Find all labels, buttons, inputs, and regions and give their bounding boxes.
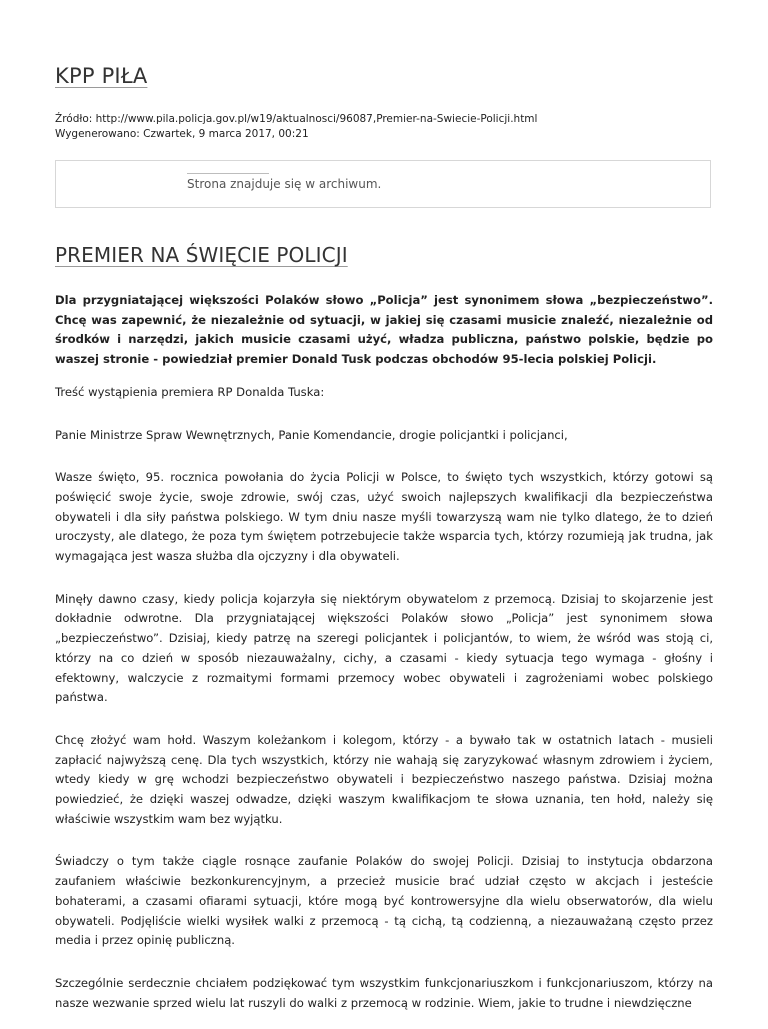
source-line: Źródło: http://www.pila.policja.gov.pl/w19/aktualnosci/96087,Premier-na-Swiecie-Policji.html [55, 113, 538, 125]
speech-greeting: Panie Ministrze Spraw Wewnętrznych, Panie Komendancie, drogie policjantki i policjanci, [55, 427, 568, 442]
generated-line: Wygenerowano: Czwartek, 9 marca 2017, 00:21 [55, 128, 309, 140]
document-meta [55, 112, 537, 142]
archive-notice [55, 160, 711, 208]
speech-paragraph: Szczególnie serdecznie chciałem podziękować tym wszystkim funkcjonariuszkom i funkcjonariuszom, którzy na nasze wezwanie sprzed wielu lat ruszyli do walki z przemocą w rodzinie. Wiem, jakie to trudne i niewdzięczne [55, 975, 713, 1010]
article-title: PREMIER NA ŚWIĘCIE POLICJI [55, 243, 348, 267]
article-body [55, 291, 713, 1029]
speech-paragraph: Wasze święto, 95. rocznica powołania do życia Policji w Polsce, to święto tych wszystkich, którzy gotowi są poświęcić swoje życie, swoje zdrowie, swój czas, użyć swoich najlepszych kwalifikacji dla bezpieczeństwa obywateli i dla siły państwa polskiego. W tym dniu nasze myśli towarzyszą wam nie tylko dlatego, że to dzień uroczysty, ale dlatego, że poza tym świętem potrzebujecie także wsparcia tych, którzy rozumieją jak trudna, jak wymagająca jest wasza służba dla ojczyzny i dla obywateli. [55, 470, 713, 564]
archive-divider [187, 173, 269, 174]
speech-paragraph: Minęły dawno czasy, kiedy policja kojarzyła się niektórym obywatelom z przemocą. Dzisiaj to skojarzenie jest dokładnie odwrotne. Dla przygniatającej większości Polaków słowo „Policja” jest synonimem słowa „bezpieczeństwo”. Dzisiaj, kiedy patrzę na szeregi policjantek i policjantów, to wiem, że wśród was stoją ci, którzy na co dzień w sposób niezauważalny, cichy, a czasami - kiedy sytuacja tego wymaga - głośny i efektowny, walczycie z rozmaitymi formami przemocy wobec obywateli i zagrożeniami wobec polskiego państwa. [55, 591, 713, 705]
speech-paragraph: Świadczy o tym także ciągle rosnące zaufanie Polaków do swojej Policji. Dzisiaj to instytucja obdarzona zaufaniem właściwie bezkonkurencyjnym, a przecież musicie brać udział często w akcjach i jesteście bohaterami, a czasami ofiarami sytuacji, które mogą być kontrowersyjne dla wielu obserwatorów, dla wielu obywateli. Podjęliście wielki wysiłek walki z przemocą - tą cichą, tą codzienną, a niezauważaną często przez media i przez opinię publiczną. [55, 854, 713, 948]
article-lead: Dla przygniatającej większości Polaków słowo „Policja” jest synonimem słowa „bezpieczeństwo”. Chcę was zapewnić, że niezależnie od sytuacji, w jakiej się czasami musicie znaleźć, niezależnie od środków i narzędzi, jakich musicie czasami użyć, władza publiczna, państwo polskie, będzie po waszej stronie - powiedział premier Donald Tusk podczas obchodów 95-lecia polskiej Policji. [55, 293, 713, 367]
article-intro: Treść wystąpienia premiera RP Donalda Tuska: [55, 384, 325, 399]
speech-paragraph: Chcę złożyć wam hołd. Waszym koleżankom i kolegom, którzy - a bywało tak w ostatnich latach - musieli zapłacić najwyższą cenę. Dla tych wszystkich, którzy nie wahają się zaryzykować własnym zdrowiem i życiem, wtedy kiedy w grę wchodzi bezpieczeństwo obywateli i bezpieczeństwo naszego państwa. Dzisiaj można powiedzieć, że dzięki waszej odwadze, dzięki waszym kwalifikacjom te słowa uznania, ten hołd, należy się właściwie wszystkim wam bez wyjątku. [55, 732, 713, 826]
site-title: KPP PIŁA [55, 64, 148, 88]
archive-notice-text: Strona znajduje się w archiwum. [187, 177, 382, 191]
